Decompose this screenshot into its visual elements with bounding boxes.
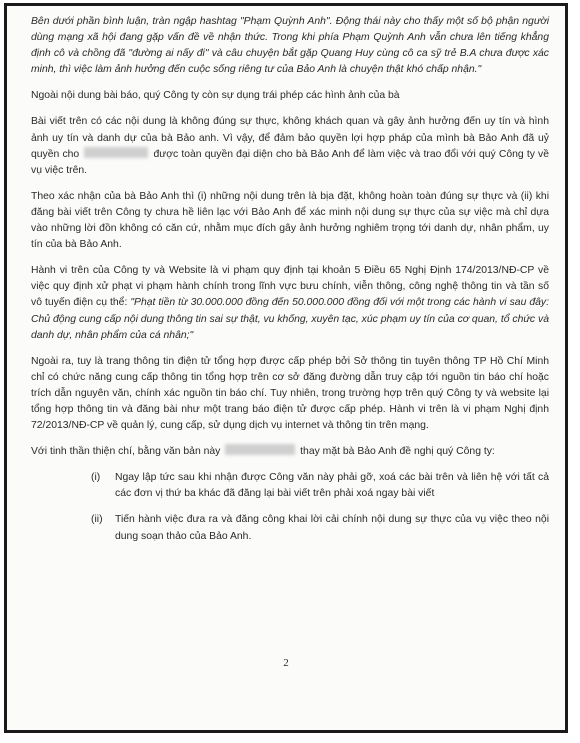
list-item-number: (i)	[91, 472, 101, 484]
redacted-name	[84, 147, 148, 158]
page-number: 2	[283, 657, 289, 669]
list-item	[31, 470, 549, 502]
paragraph-authorization	[31, 114, 549, 178]
paragraph-violation-text: Hành vi trên của Công ty và Website là vi phạm quy định tại khoản 5 Điều 65 Nghị Định 174/2013/NĐ-CP về việc quy định xử phạt vi phạm hành chính trong lĩnh vực bưu chính, viễn thông, công nghệ thông tin và tần số vô tuyến điện cụ thể:	[31, 265, 549, 309]
paragraph-authorization-text-b: được toàn quyền đại diện cho bà Bảo Anh để làm việc và trao đổi với quý Công ty về vụ việc trên.	[31, 148, 550, 176]
quoted-article-paragraph: Bên dưới phần bình luận, tràn ngập hashtag "Phạm Quỳnh Anh". Động thái này cho thấy một số bộ phận người dùng mạng xã hội đang gặp vấn đề về nhận thức. Trong khi phía Phạm Quỳnh Anh vẫn chưa lên tiếng khẳng định cô và chồng đã "đường ai nấy đi" và câu chuyện bắt gặp Quang Huy cùng cô ca sỹ trẻ B.A chưa được xác minh, thì việc làm ảnh hưởng đến cuộc sống riêng tư của Bảo Anh là chuyện thật khó chấp nhận."	[31, 16, 549, 76]
paragraph-request-text-b: thay mặt bà Bảo Anh đề nghị quý Công ty:	[300, 446, 495, 458]
paragraph-request	[31, 444, 549, 460]
paragraph-violation	[31, 263, 549, 343]
paragraph-violation-quote: "Phạt tiền từ 30.000.000 đồng đến 50.000.000 đồng đối với một trong các hành vi sau đây: Chủ động cung cấp nội dung thông tin sai sự thật, vu khống, xuyên tạc, xúc phạm uy tín của cơ quan, tổ chức và danh dự, nhân phẩm của cá nhân;"	[31, 297, 550, 341]
paragraph-confirmation: Theo xác nhận của bà Bảo Anh thì (i) những nội dung trên là bịa đặt, không hoàn toàn đúng sự thực và (ii) khi đăng bài viết trên Công ty chưa hề liên lạc với Bảo Anh để xác minh nội dung sự thực của sự việc mà chỉ dựa vào những lời đồn không có căn cứ, nhằm mục đích gây ảnh hưởng nghiêm trọng tới danh dự, nhân phẩm, uy tín của bà Bảo Anh.	[31, 190, 549, 251]
redacted-name	[225, 444, 295, 455]
paragraph-request-text-a: Với tinh thần thiện chí, bằng văn bản này	[31, 446, 221, 458]
document-body	[31, 14, 549, 555]
request-list	[31, 470, 549, 544]
document-page	[4, 3, 568, 733]
list-item-number: (ii)	[91, 514, 103, 526]
list-item-text: Tiến hành việc đưa ra và đăng công khai lời cải chính nội dung sự thực của vụ việc theo nội dung soạn thảo của Bảo Anh.	[115, 514, 549, 542]
paragraph-image-use: Ngoài nội dung bài báo, quý Công ty còn sự dụng trái phép các hình ảnh của bà	[31, 90, 400, 102]
paragraph-license: Ngoài ra, tuy là trang thông tin điện tử tổng hợp được cấp phép bởi Sở thông tin tuyên thông TP Hồ Chí Minh chỉ có chức năng cung cấp thông tin tổng hợp trên cơ sở đăng đường dẫn truy cập tới nguồn tin báo chí hoặc trích dẫn nguyên văn, chính xác nguồn tin báo chí. Tuy nhiên, trong trường hợp trên quý Công ty và website lại tổng hợp thông tin và đăng bài như một trang báo điện tử được cấp phép. Hành vi trên là vi phạm Nghị định 72/2013/NĐ-CP về quản lý, cung cấp, sử dụng dịch vụ internet và thông tin trên mạng.	[31, 355, 549, 432]
list-item	[31, 512, 549, 544]
list-item-text: Ngay lập tức sau khi nhận được Công văn này phải gỡ, xoá các bài trên và liên hệ với tất cả các đơn vị thứ ba khác đã đăng lại bài viết trên phải xoá ngay bài viết	[115, 472, 549, 500]
paragraph-authorization-text-a: Bài viết trên có các nội dung là không đúng sự thực, không khách quan và gây ảnh hưởng đến uy tín và hình ảnh uy tín và danh dự của bà Bảo anh. Vì vậy, để đảm bảo quyền lợi hợp pháp của mình bà Bảo Anh đã uỷ quyền cho	[31, 116, 549, 160]
